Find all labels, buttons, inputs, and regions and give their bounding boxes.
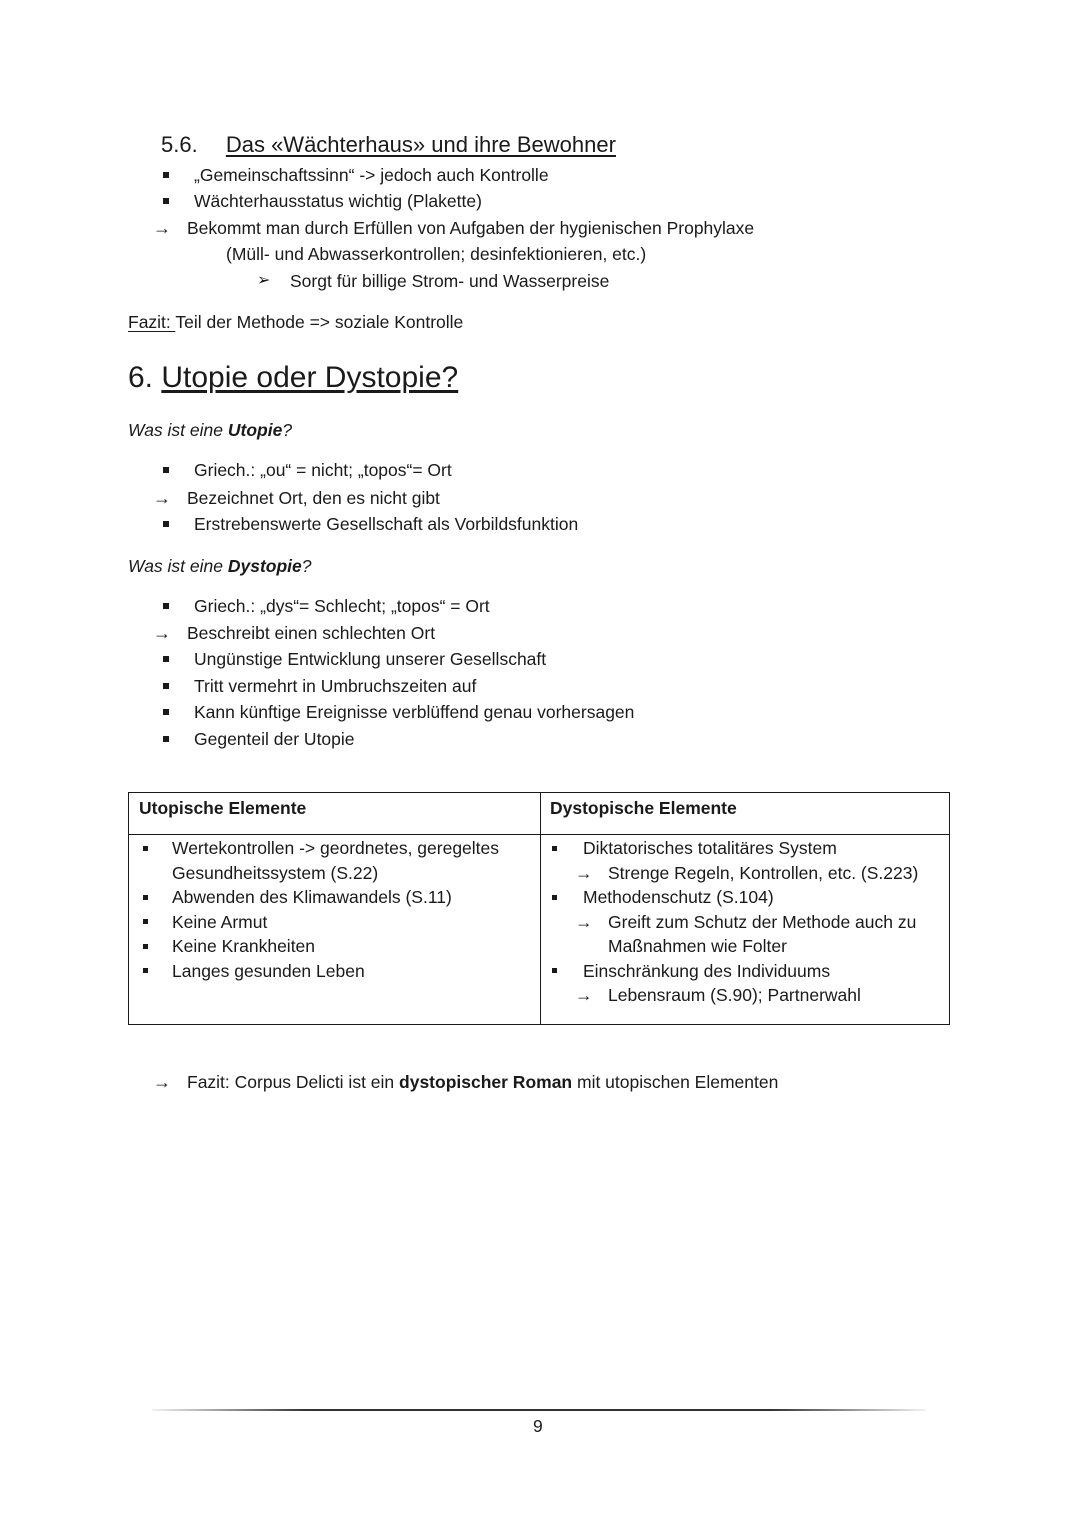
arrowhead-bullet-icon: ➢ (257, 272, 271, 289)
table-cell: Einschränkung des Individuums (583, 960, 831, 981)
table-cell: Strenge Regeln, Kontrollen, etc. (S.223) (608, 862, 919, 883)
bullet-square-icon (143, 919, 148, 924)
table-cell: Keine Armut (172, 911, 268, 932)
conclusion-bold: dystopischer Roman (399, 1072, 573, 1092)
table-cell: Diktatorisches totalitäres System (583, 838, 837, 858)
list-item: Beschreibt einen schlechten Ort (187, 623, 436, 643)
list-item: Wächterhausstatus wichtig (Plakette) (194, 191, 482, 211)
list-item: Gegenteil der Utopie (194, 729, 355, 749)
bullet-square-icon (163, 709, 169, 715)
arrow-right-icon: → (575, 862, 593, 883)
utopia-question (128, 419, 292, 441)
bullet-square-icon (143, 846, 148, 851)
table-cell: Wertekontrollen -> geordnetes, geregeltes (172, 838, 500, 858)
table-cell: Abwenden des Klimawandels (S.11) (172, 887, 452, 907)
comparison-table (128, 792, 950, 1025)
question-prefix: Was ist eine (128, 420, 228, 440)
arrow-right-icon: → (575, 985, 593, 1005)
question-term: Utopie (227, 420, 283, 440)
table-header-dystopian: Dystopische Elemente (550, 798, 737, 818)
list-item: Tritt vermehrt in Umbruchszeiten auf (194, 676, 477, 696)
list-item: Kann künftige Ereignisse verblüffend genau vorhersagen (194, 702, 635, 722)
bullet-square-icon (163, 172, 169, 178)
question-prefix: Was ist eine (128, 556, 228, 576)
list-item: Bezeichnet Ort, den es nicht gibt (187, 488, 440, 508)
table-cell: Greift zum Schutz der Methode auch zu (608, 911, 917, 932)
question-suffix: ? (301, 556, 312, 576)
bullet-square-icon (552, 895, 557, 900)
bullet-square-icon (163, 467, 169, 473)
bullet-square-icon (552, 968, 557, 973)
list-item: Erstrebenswerte Gesellschaft als Vorbildsfunktion (194, 514, 579, 534)
list-item: Ungünstige Entwicklung unserer Gesellschaft (194, 649, 547, 669)
section-6-title: Utopie oder Dystopie? (161, 361, 459, 394)
section-6-heading (128, 359, 458, 397)
section-56-title: Das «Wächterhaus» und ihre Bewohner (225, 132, 616, 157)
bullet-square-icon (163, 656, 169, 662)
bullet-square-icon (552, 846, 557, 851)
table-header-utopian: Utopische Elemente (139, 798, 307, 818)
table-column-divider (540, 793, 541, 1024)
footer-divider (152, 1409, 926, 1411)
table-cell: Lebensraum (S.90); Partnerwahl (608, 985, 861, 1005)
section-56-number: 5.6. (161, 132, 198, 157)
conclusion-prefix: Fazit: Corpus Delicti ist ein (187, 1072, 400, 1092)
bullet-square-icon (143, 968, 148, 973)
question-term: Dystopie (227, 556, 302, 576)
page-number: 9 (533, 1416, 543, 1436)
bullet-square-icon (163, 521, 169, 527)
table-cell: Maßnahmen wie Folter (608, 936, 787, 956)
bullet-square-icon (143, 944, 148, 949)
arrow-right-icon: → (153, 623, 171, 643)
question-suffix: ? (282, 420, 293, 440)
bullet-square-icon (163, 198, 169, 204)
arrow-right-icon: → (575, 911, 593, 932)
conclusion-suffix: mit utopischen Elementen (572, 1072, 779, 1092)
arrow-right-icon: → (153, 488, 171, 508)
bullet-square-icon (163, 736, 169, 742)
bullet-square-icon (163, 603, 169, 609)
conclusion-line (187, 1071, 778, 1093)
fazit-line (128, 311, 463, 333)
table-cell: Keine Krankheiten (172, 936, 316, 956)
list-item: Sorgt für billige Strom- und Wasserpreise (290, 271, 610, 291)
section-56-heading (161, 131, 616, 159)
bullet-square-icon (143, 895, 148, 900)
section-6-number: 6. (128, 361, 162, 394)
list-item: Griech.: „dys“= Schlecht; „topos“ = Ort (194, 596, 490, 616)
arrow-right-icon: → (153, 1072, 171, 1092)
bullet-square-icon (163, 683, 169, 689)
fazit-text: Teil der Methode => soziale Kontrolle (175, 312, 464, 332)
list-item: Bekommt man durch Erfüllen von Aufgaben der hygienischen Prophylaxe (187, 218, 755, 238)
table-header-divider (129, 834, 949, 835)
fazit-label: Fazit: (128, 312, 176, 332)
list-item: „Gemeinschaftssinn“ -> jedoch auch Kontrolle (194, 165, 549, 185)
dystopia-question (128, 555, 312, 577)
table-cell: Gesundheitssystem (S.22) (172, 862, 379, 883)
list-item: Griech.: „ou“ = nicht; „topos“= Ort (194, 460, 452, 480)
table-cell: Methodenschutz (S.104) (583, 887, 774, 907)
list-item: (Müll- und Abwasserkontrollen; desinfektionieren, etc.) (226, 244, 647, 264)
table-cell: Langes gesunden Leben (172, 960, 365, 981)
arrow-right-icon: → (153, 218, 171, 238)
